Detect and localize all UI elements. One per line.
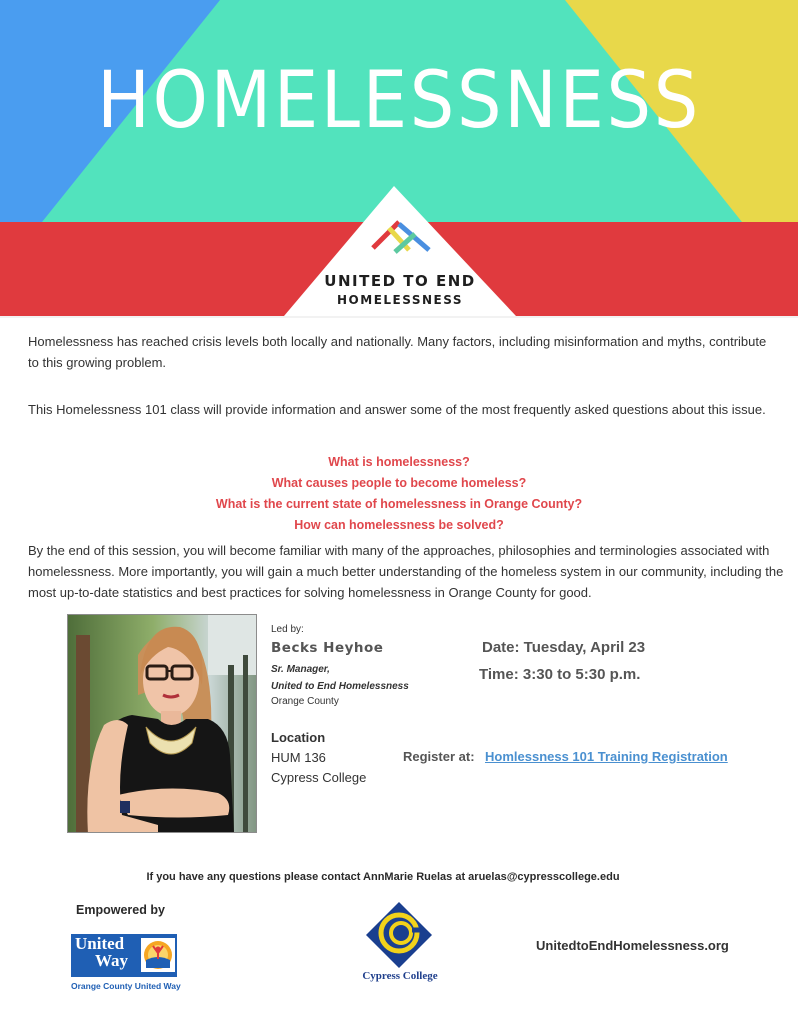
contact-text: If you have any questions please contact AnnMarie Ruelas at aruelas@cypresscollege.edu [146,871,620,883]
united-to-end-homelessness-logo-icon [367,214,437,258]
page-title: HOMELESSNESS [97,56,702,146]
united-way-logo [71,934,177,977]
question-item: What is homelessness? [328,454,470,469]
question-list [0,451,798,535]
contact-info [0,871,798,883]
registration-link[interactable]: Homlessness 101 Training Registration [485,749,728,764]
cypress-college-logo-icon [364,900,434,970]
united-way-wordmark [75,935,128,969]
speaker-photo [67,614,257,833]
website-url: UnitedtoEndHomelessness.org [536,938,729,953]
header-banner [0,0,798,318]
event-date: Date: Tuesday, April 23 [482,639,646,656]
logo-text-line1: UNITED TO END [324,272,476,290]
logo-text-line2: HOMELESSNESS [337,293,463,307]
speaker-title [271,661,409,695]
united-way-caption: Orange County United Way [71,981,181,991]
location-room: HUM 136 [271,750,326,765]
intro-paragraph-1: Homelessness has reached crisis levels both locally and nationally. Many factors, including misinformation and myths, contribute to this growing problem. [28,334,767,370]
question-item: What is the current state of homelessness in Orange County? [215,496,583,511]
empowered-by-label: Empowered by [76,903,165,917]
question-item: What causes people to become homeless? [271,475,527,490]
speaker-title-line1: Sr. Manager, [271,664,330,675]
speaker-title-line2: United to End Homelessness [271,681,409,692]
cypress-college-name: Cypress College [362,970,438,982]
speaker-portrait-image [68,615,257,833]
question-item: How can homelessness be solved? [294,517,504,532]
intro-paragraph-2: This Homelessness 101 class will provide information and answer some of the most frequently asked questions about this issue. [28,402,766,417]
location-campus: Cypress College [271,770,367,785]
outcome-paragraph: By the end of this session, you will become familiar with many of the approaches, philosophies and terminologies associated with homelessness. More importantly, you will gain a much better understanding of the homeless system in our community, including the most up-to-date statistics and best practices for solving homelessness in Orange County for good. [28,543,784,600]
led-by-label: Led by: [271,624,304,635]
register-label: Register at: [403,749,475,764]
speaker-name: Becks Heyhoe [271,640,384,656]
location-label: Location [271,730,326,745]
geometric-background [0,0,798,318]
speaker-org: Orange County [271,696,339,707]
united-way-hand-icon [141,938,175,972]
united-way-line1: United [75,934,125,953]
united-way-line2: Way [95,951,129,970]
event-time: Time: 3:30 to 5:30 p.m. [479,666,641,683]
